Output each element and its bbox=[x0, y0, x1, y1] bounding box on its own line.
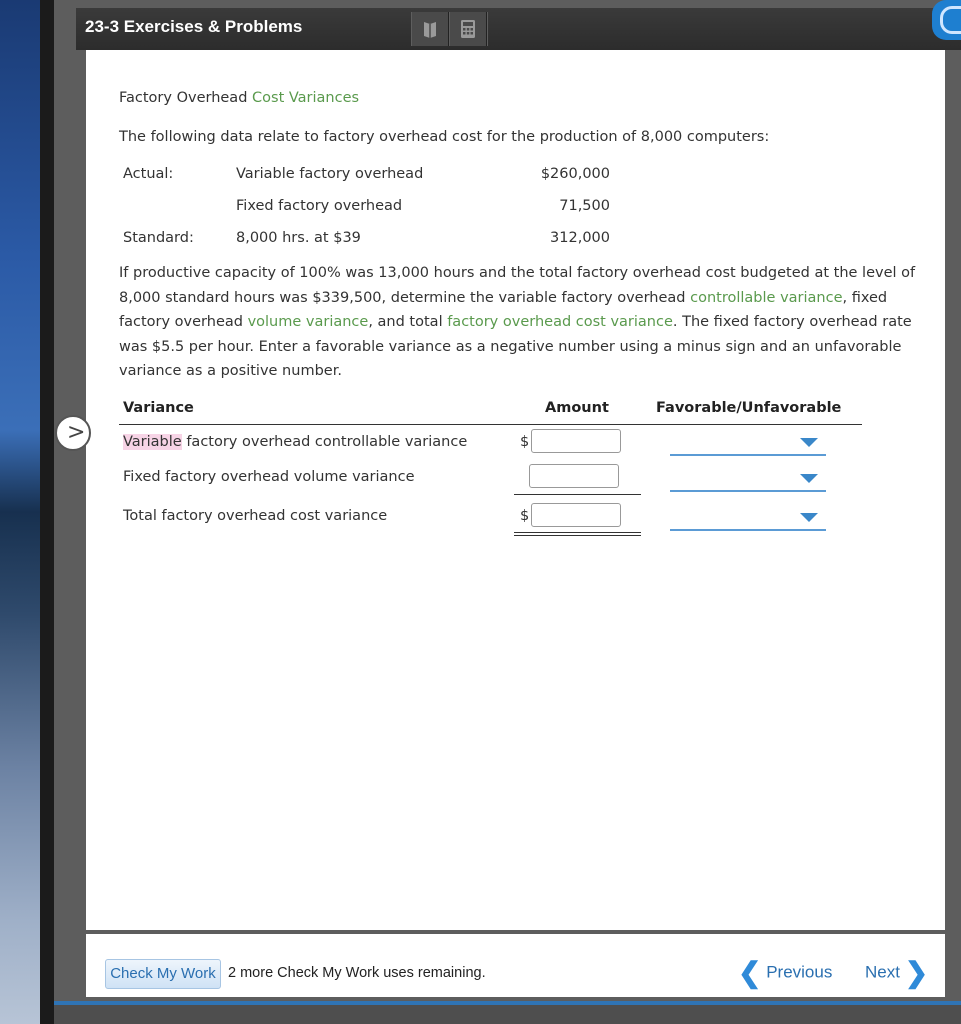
table-row-label: Total factory overhead cost variance bbox=[123, 508, 388, 524]
help-button[interactable] bbox=[932, 0, 961, 40]
highlighted-word: Variable bbox=[123, 434, 182, 450]
current-item-indicator bbox=[55, 415, 91, 451]
check-my-work-button[interactable]: Check My Work bbox=[105, 959, 221, 989]
desktop-background bbox=[0, 0, 40, 1024]
total-variance-amount-input[interactable] bbox=[531, 503, 621, 527]
actual-label: Actual: bbox=[123, 166, 174, 182]
dropdown-arrow-icon bbox=[800, 438, 818, 447]
data-row-value: $260,000 bbox=[540, 166, 610, 182]
cost-variances-link[interactable]: Cost Variances bbox=[252, 90, 360, 106]
total-variance-fav-select[interactable] bbox=[670, 503, 826, 531]
window-title: 23-3 Exercises & Problems bbox=[85, 17, 303, 36]
next-button[interactable] bbox=[865, 956, 928, 990]
remaining-uses-text: 2 more Check My Work uses remaining. bbox=[228, 965, 486, 981]
total-double-rule-bottom bbox=[514, 535, 641, 536]
factory-overhead-cost-variance-link[interactable]: factory overhead cost variance bbox=[447, 314, 673, 330]
standard-label: Standard: bbox=[123, 230, 194, 246]
paragraph-text: , and total bbox=[368, 314, 448, 330]
chevron-left-icon: ❮ bbox=[738, 957, 762, 988]
previous-button[interactable] bbox=[738, 956, 832, 990]
table-row-label bbox=[123, 434, 467, 450]
row-label-text: factory overhead controllable variance bbox=[181, 434, 468, 450]
chevron-right-icon: ❯ bbox=[904, 957, 929, 988]
data-row-desc: 8,000 hrs. at $39 bbox=[236, 230, 361, 246]
book-icon bbox=[412, 12, 448, 46]
instructions-paragraph bbox=[119, 261, 934, 384]
header-rule bbox=[119, 424, 862, 425]
volume-variance-fav-select[interactable] bbox=[670, 464, 826, 492]
problem-title bbox=[119, 90, 359, 106]
help-icon bbox=[940, 6, 961, 34]
toolbar-divider bbox=[487, 12, 492, 46]
volume-variance-amount-input[interactable] bbox=[529, 464, 619, 488]
previous-label: Previous bbox=[766, 962, 833, 982]
title-bar bbox=[76, 8, 961, 50]
calculator-button[interactable] bbox=[449, 12, 487, 46]
dropdown-arrow-icon bbox=[800, 513, 818, 522]
amount-header: Amount bbox=[545, 400, 609, 416]
fav-unfav-header: Favorable/Unfavorable bbox=[656, 400, 842, 416]
volume-variance-link[interactable]: volume variance bbox=[247, 314, 369, 330]
controllable-variance-link[interactable]: controllable variance bbox=[690, 289, 843, 306]
data-row-value: 312,000 bbox=[550, 230, 610, 246]
problem-title-prefix: Factory Overhead bbox=[119, 90, 253, 106]
data-row-desc: Variable factory overhead bbox=[236, 166, 424, 182]
total-double-rule-top bbox=[514, 532, 641, 533]
data-row-desc: Fixed factory overhead bbox=[236, 198, 403, 214]
dollar-sign: $ bbox=[520, 508, 530, 524]
table-row-label: Fixed factory overhead volume variance bbox=[123, 469, 415, 485]
bottom-bar bbox=[54, 1005, 961, 1024]
data-row-value: 71,500 bbox=[559, 198, 610, 214]
controllable-variance-amount-input[interactable] bbox=[531, 429, 621, 453]
paragraph-text: , fixed factory overhead bbox=[119, 289, 888, 330]
variance-header: Variance bbox=[123, 400, 194, 416]
book-button[interactable] bbox=[411, 12, 449, 46]
window-shadow bbox=[40, 0, 54, 1024]
dropdown-arrow-icon bbox=[800, 474, 818, 483]
controllable-variance-fav-select[interactable] bbox=[670, 428, 826, 456]
paragraph-text: . The fixed factory overhead rate was $5.5 per hour. Enter a favorable variance as a negative number using a minus sign and an unfavorable variance as a positive number. bbox=[119, 314, 912, 379]
next-label: Next bbox=[865, 962, 900, 982]
chevron-right-icon: > bbox=[67, 420, 86, 445]
calculator-icon bbox=[450, 12, 486, 46]
paragraph-text: If productive capacity of 100% was 13,000 hours and the total factory overhead cost budgeted at the level of 8,000 standard hours was $339,500, determine the variable factory overhead bbox=[119, 265, 916, 306]
subtotal-rule bbox=[514, 494, 641, 495]
dollar-sign: $ bbox=[520, 434, 530, 450]
problem-intro: The following data relate to factory overhead cost for the production of 8,000 computers: bbox=[119, 129, 770, 145]
